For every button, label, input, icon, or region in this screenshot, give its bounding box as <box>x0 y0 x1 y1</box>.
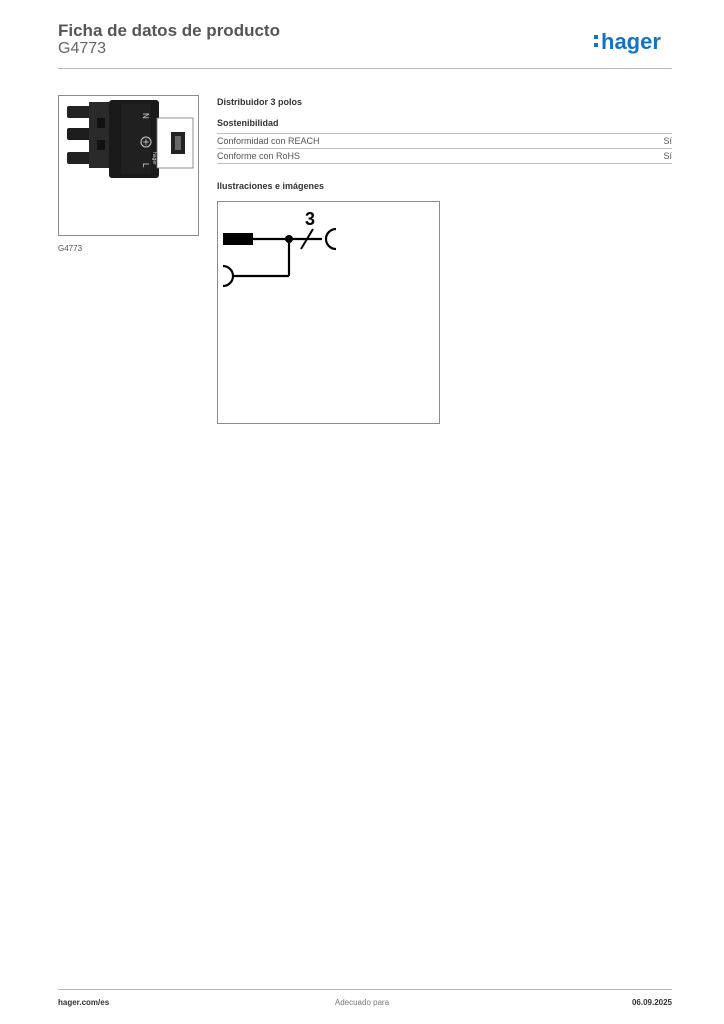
illustrations-heading: Ilustraciones e imágenes <box>217 181 325 191</box>
product-code: G4773 <box>58 40 107 57</box>
table-row <box>217 134 672 149</box>
hager-logo <box>592 24 678 58</box>
svg-text:hager: hager <box>601 29 661 54</box>
svg-text:N: N <box>141 113 150 119</box>
footer-center-text: Adecuado para <box>334 998 390 1007</box>
attribute-label: Conformidad con REACH <box>217 136 320 146</box>
circuit-diagram <box>217 201 440 424</box>
attribute-value: Sí <box>663 136 672 146</box>
product-photo-caption: G4773 <box>58 244 83 253</box>
attribute-value: Sí <box>663 151 672 161</box>
product-photo <box>58 95 199 236</box>
svg-text:L: L <box>141 163 150 168</box>
footer-date: 06.09.2025 <box>631 998 672 1007</box>
product-details <box>217 96 672 164</box>
product-name: Distribuidor 3 polos <box>217 97 303 107</box>
footer-divider <box>58 989 672 990</box>
header-divider <box>58 68 672 69</box>
sustainability-table <box>217 133 672 164</box>
attribute-label: Conforme con RoHS <box>217 151 301 161</box>
sustainability-heading: Sostenibilidad <box>217 118 279 128</box>
svg-text:hager: hager <box>151 152 157 165</box>
page-title: Ficha de datos de producto <box>58 21 280 40</box>
footer-website: hager.com/es <box>58 998 110 1007</box>
table-row <box>217 149 672 164</box>
svg-text:3: 3 <box>305 209 316 229</box>
